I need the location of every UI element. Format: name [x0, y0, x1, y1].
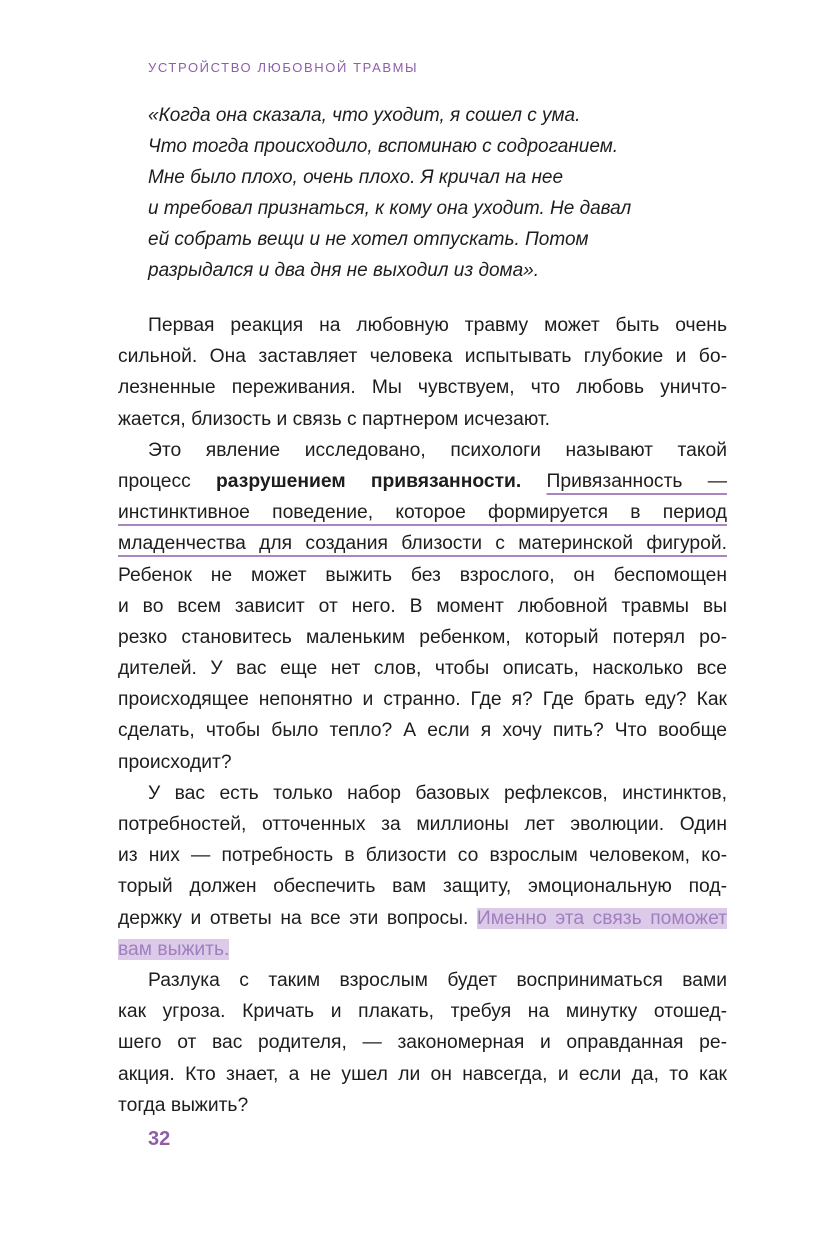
paragraph-3-text: держку и ответы на все эти вопросы.: [118, 907, 469, 929]
quote-line: Мне было плохо, очень плохо. Я кричал на нее: [148, 167, 564, 188]
paragraph-1-line: лезненные переживания. Мы чувствуем, что любовь уничто-: [118, 377, 727, 399]
underlined-definition: младенчества для создания близости с материнской фигурой.: [118, 533, 727, 555]
paragraph-3-line: У вас есть только набор базовых рефлексов, инстинктов,: [148, 782, 727, 804]
paragraph-2-line: Это явление исследовано, психологи называют такой: [148, 439, 727, 461]
paragraph-4-line: как угроза. Кричать и плакать, требуя на минутку отошед-: [118, 1001, 727, 1023]
paragraph-2-line: и во всем зависит от него. В момент любовной травмы вы: [118, 595, 727, 617]
paragraph-2-line: [118, 528, 727, 559]
paragraph-2-line: сделать, чтобы было тепло? А если я хочу пить? Что вообще: [118, 720, 727, 742]
paragraph-2-line: [118, 466, 727, 497]
quote-line: «Когда она сказала, что уходит, я сошел с ума.: [148, 105, 581, 126]
highlighted-phrase: вам выжить.: [118, 938, 230, 960]
paragraph-2-line: происходящее непонятно и странно. Где я? Где брать еду? Как: [118, 689, 727, 711]
paragraph-3-line: потребностей, отточенных за миллионы лет эволюции. Один: [118, 814, 727, 835]
paragraph-3-line: из них — потребность в близости со взрослым человеком, ко-: [118, 845, 727, 867]
paragraph-3-line: [118, 934, 727, 965]
paragraph-2-line: Ребенок не может выжить без взрослого, он беспомощен: [118, 564, 727, 586]
quote-line: и требовал признаться, к кому она уходит. Не давал: [148, 198, 632, 219]
highlighted-phrase: Именно эта связь поможет: [476, 907, 727, 929]
underlined-definition: Привязанность —: [546, 470, 728, 492]
paragraph-1-line: жается, близость и связь с партнером исчезают.: [118, 408, 550, 430]
paragraph-1-line: Первая реакция на любовную травму может быть очень: [148, 315, 727, 336]
underlined-definition: инстинктивное поведение, которое формируется в период: [118, 502, 727, 524]
paragraph-2-line: [118, 497, 727, 528]
paragraph-2-text: процесс: [118, 470, 216, 492]
page-number: 32: [148, 1128, 171, 1150]
paragraph-4-line: шего от вас родителя, — закономерная и оправданная ре-: [118, 1032, 727, 1054]
quote-line: разрыдался и два дня не выходил из дома».: [148, 260, 539, 281]
paragraph-2-line: происходит?: [118, 751, 232, 773]
running-header: УСТРОЙСТВО ЛЮБОВНОЙ ТРАВМЫ: [148, 60, 419, 75]
paragraph-3-line: [118, 903, 727, 934]
paragraph-2-line: дителей. У вас еще нет слов, чтобы описать, насколько все: [118, 658, 727, 680]
body-text: [118, 310, 727, 1121]
epigraph-quote: [148, 100, 738, 286]
paragraph-4-line: Разлука с таким взрослым будет восприниматься вами: [148, 969, 727, 991]
paragraph-3-line: торый должен обеспечить вам защиту, эмоциональную под-: [118, 876, 727, 898]
paragraph-1-line: сильной. Она заставляет человека испытывать глубокие и бо-: [118, 346, 727, 368]
paragraph-4-line: тогда выжить?: [118, 1094, 249, 1116]
quote-line: ей собрать вещи и не хотел отпускать. Потом: [148, 229, 589, 250]
paragraph-2-line: резко становитесь маленьким ребенком, который потерял ро-: [118, 626, 727, 648]
paragraph-4-line: акция. Кто знает, а не ушел ли он навсегда, и если да, то как: [118, 1063, 727, 1085]
quote-line: Что тогда происходило, вспоминаю с содроганием.: [148, 136, 619, 157]
key-term-bold: разрушением привязанности.: [216, 470, 522, 492]
